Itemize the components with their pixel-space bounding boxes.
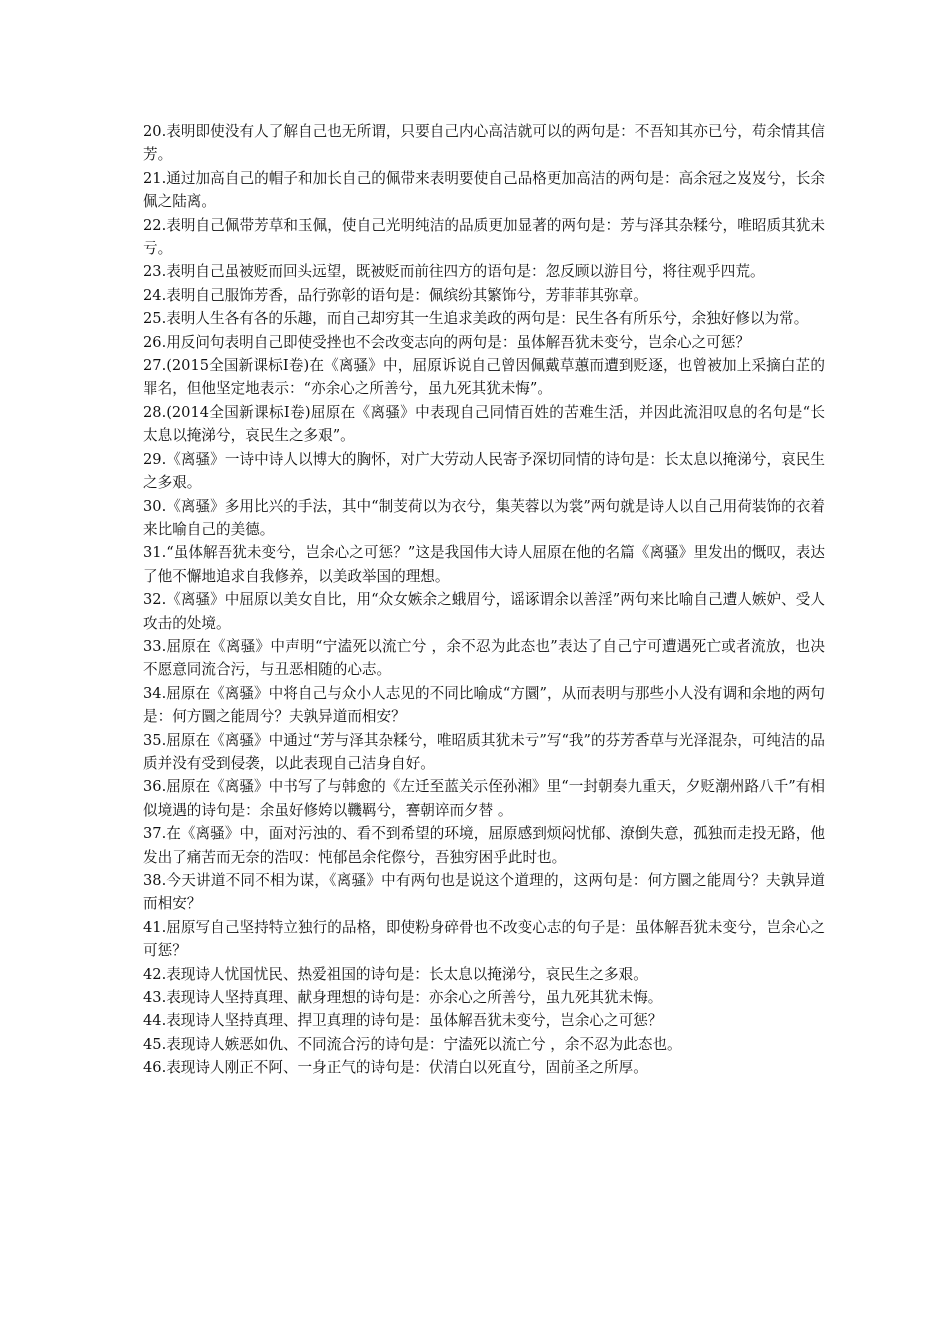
entry-26: 26.用反问句表明自己即使受挫也不会改变志向的两句是：虽体解吾犹未变兮，岂余心之可惩？ xyxy=(143,333,750,351)
entry-42: 42.表现诗人忧国忧民、热爱祖国的诗句是：长太息以掩涕兮，哀民生之多艰。 xyxy=(143,965,648,983)
entry-22: 22.表明自己佩带芳草和玉佩，使自己光明纯洁的品质更加显著的两句是：芳与泽其杂糅兮，唯昭质其犹未亏。 xyxy=(143,216,825,258)
entry-25: 25.表明人生各有各的乐趣，而自己却穷其一生追求美政的两句是：民生各有所乐兮，余独好修以为常。 xyxy=(143,310,809,328)
entry-44: 44.表现诗人坚持真理、捍卫真理的诗句是：虽体解吾犹未变兮，岂余心之可惩？ xyxy=(143,1012,663,1030)
entry-36: 36.屈原在《离骚》中书写了与韩愈的《左迁至蓝关示侄孙湘》里“一封朝奏九重天，夕贬潮州路八千”有相似境遇的诗句是：余虽好修姱以鞿羁兮，謇朝谇而夕替 。 xyxy=(143,778,825,819)
entry-34: 34.屈原在《离骚》中将自己与众小人志见的不同比喻成“方圜”，从而表明与那些小人没有调和余地的两句是：何方圜之能周兮？夫孰异道而相安？ xyxy=(143,684,825,726)
entry-30: 30.《离骚》多用比兴的手法，其中“制芰荷以为衣兮，集芙蓉以为裳”两句就是诗人以自己用荷装饰的衣着来比喻自己的美德。 xyxy=(143,497,825,538)
document-body xyxy=(143,120,825,1080)
entry-41: 41.屈原写自己坚持特立独行的品格，即使粉身碎骨也不改变心志的句子是：虽体解吾犹未变兮，岂余心之可惩？ xyxy=(143,918,825,960)
entry-28: 28.(2014全国新课标Ⅰ卷)屈原在《离骚》中表现自己同情百姓的苦难生活，并因此流泪叹息的名句是“长太息以掩涕兮，哀民生之多艰”。 xyxy=(143,403,825,445)
entry-33: 33.屈原在《离骚》中声明“宁溘死以流亡兮 ，余不忍为此态也”表达了自己宁可遭遇死亡或者流放，也决不愿意同流合污，与丑恶相随的心志。 xyxy=(143,637,825,679)
entry-23: 23.表明自己虽被贬而回头远望，既被贬而前往四方的语句是：忽反顾以游目兮，将往观乎四荒。 xyxy=(143,263,765,281)
entry-37: 37.在《离骚》中，面对污浊的、看不到希望的环境，屈原感到烦闷忧郁、潦倒失意，孤独而走投无路，他发出了痛苦而无奈的浩叹：忳郁邑余侘傺兮，吾独穷困乎此时也。 xyxy=(143,825,825,866)
entry-45: 45.表现诗人嫉恶如仇、不同流合污的诗句是：宁溘死以流亡兮 ，余不忍为此态也。 xyxy=(143,1035,682,1053)
entry-21: 21.通过加高自己的帽子和加长自己的佩带来表明要使自己品格更加高洁的两句是：高余冠之岌岌兮，长余佩之陆离。 xyxy=(143,169,825,211)
entry-31: 31.“虽体解吾犹未变兮，岂余心之可惩？”这是我国伟大诗人屈原在他的名篇《离骚》里发出的慨叹，表达了他不懈地追求自我修养，以美政举国的理想。 xyxy=(143,544,825,585)
entry-20: 20.表明即使没有人了解自己也无所谓，只要自己内心高洁就可以的两句是：不吾知其亦已兮，苟余情其信芳。 xyxy=(143,123,825,164)
entry-46: 46.表现诗人刚正不阿、一身正气的诗句是：伏清白以死直兮，固前圣之所厚。 xyxy=(143,1059,648,1077)
entry-35: 35.屈原在《离骚》中通过“芳与泽其杂糅兮，唯昭质其犹未亏”写“我”的芬芳香草与光泽混杂，可纯洁的品质并没有受到侵袭，以此表现自己洁身自好。 xyxy=(143,731,825,772)
entry-43: 43.表现诗人坚持真理、献身理想的诗句是：亦余心之所善兮，虽九死其犹未悔。 xyxy=(143,989,663,1007)
entry-38: 38.今天讲道不同不相为谋，《离骚》中有两句也是说这个道理的，这两句是：何方圜之能周兮？夫孰异道而相安？ xyxy=(143,872,825,913)
entry-24: 24.表明自己服饰芳香，品行弥彰的语句是：佩缤纷其繁饰兮，芳菲菲其弥章。 xyxy=(143,286,648,304)
entry-29: 29.《离骚》一诗中诗人以博大的胸怀，对广大劳动人民寄予深切同情的诗句是：长太息以掩涕兮，哀民生之多艰。 xyxy=(143,450,825,492)
entry-27: 27.(2015全国新课标Ⅰ卷)在《离骚》中，屈原诉说自己曾因佩戴草蕙而遭到贬逐，也曾被加上采摘白芷的罪名，但他坚定地表示：“亦余心之所善兮，虽九死其犹未悔”。 xyxy=(143,357,825,398)
entry-32: 32.《离骚》中屈原以美女自比，用“众女嫉余之蛾眉兮，谣诼谓余以善淫”两句来比喻自己遭人嫉妒、受人攻击的处境。 xyxy=(143,591,825,632)
